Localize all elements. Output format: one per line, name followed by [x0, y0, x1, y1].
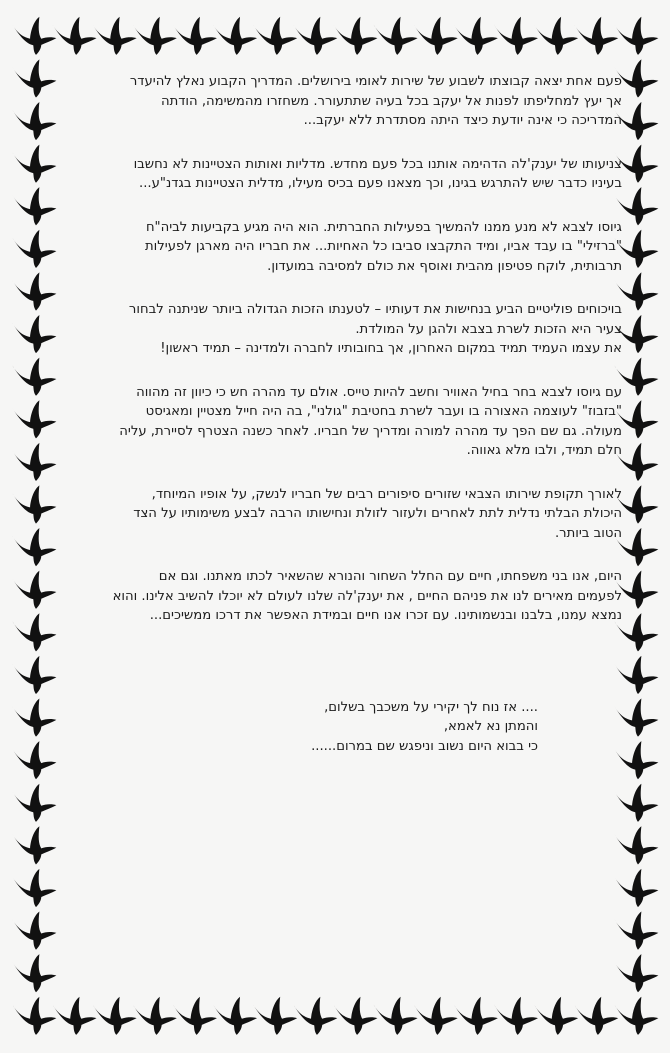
swallow-icon [172, 14, 219, 58]
swallow-icon [212, 994, 259, 1038]
swallow-icon [132, 14, 179, 58]
text-line: "ברזילי" בו עבד אביו, ומיד התקבצו סביבו כל האחיות... את חבריו היה מארגן לפעילות [145, 239, 622, 254]
swallow-icon [493, 14, 540, 58]
text-line: נמצא עמנו, בלבנו ובנשמותינו. עם זכרו אנו חיים ובמידת האפשר את דרכו ממשיכים... [149, 608, 622, 623]
swallow-icon [293, 994, 340, 1038]
swallow-icon [12, 313, 59, 357]
swallow-icon [12, 270, 59, 314]
swallow-icon [12, 441, 59, 485]
swallow-icon [614, 867, 661, 911]
text-line: לאורך תקופת שירותו הצבאי שזורים סיפורים רבים של חבריו לנשק, על אופיו המיוחד, [151, 486, 622, 502]
paragraph [62, 155, 622, 194]
swallow-icon [614, 14, 661, 58]
swallow-icon [413, 994, 460, 1038]
swallow-icon [52, 994, 99, 1038]
swallow-icon [12, 824, 59, 868]
text-line: עם גיוסו לצבא בחר בחיל האוויר וחשב להיות טייס. אולם עד מהרה חש כי כיוון זה מהווה [136, 384, 622, 400]
text-line: חלם תמיד, ולבו מלא גאווה. [466, 443, 622, 458]
swallow-icon [333, 14, 380, 58]
text-line: "בזבוז" לעוצמה האצורה בו ועבר לשרת בחטיבת "גולני", בה היה חייל מצטיין ומאגיסט [145, 404, 622, 419]
swallow-icon [12, 568, 59, 612]
swallow-icon [212, 14, 259, 58]
swallow-icon [614, 994, 661, 1038]
swallow-icon [614, 952, 661, 996]
swallow-icon [12, 696, 59, 740]
text-line: אך יעץ למחליפתו לפנות אל יעקב בכל בעיה שתתעורר. משחזרו מהמשימה, הודתה [160, 93, 622, 109]
swallow-icon [12, 57, 59, 101]
memorial-text [62, 72, 622, 626]
paragraph [62, 218, 622, 277]
text-line: תרבותית, לוקח פטיפון מהבית ואוסף את כולם למסיבה במועדון. [267, 258, 622, 274]
swallow-icon [253, 994, 300, 1038]
swallow-icon [12, 909, 59, 953]
text-line: המדריכה כי אינה יודעת כיצד היתה מסתדרת ללא יעקב... [303, 113, 622, 128]
text-line: צעיר היא הזכות לשרת בצבא ולהגן על המולדת. [355, 321, 622, 337]
swallow-icon [12, 398, 59, 442]
document-body [62, 72, 622, 756]
swallow-icon [12, 483, 59, 527]
swallow-icon [534, 14, 581, 58]
text-line: צניעותו של יענק'לה הדהימה אותנו בכל פעם מחדש. מדליות ואותות הצטיינות לא נחשבו [133, 156, 622, 172]
text-line: היכולת הבלתי נדלית לתת לאחרים ולעזור לזולת ונחישותו הרבה לבצע משימותיו על הצד [133, 506, 622, 521]
text-line: לפעמים מאירים לנו את פניהם החיים , את יענק'לה שלנו לעולם לא יוכלו להשיב אלינו. והוא [112, 588, 622, 604]
swallow-icon [12, 781, 59, 825]
swallow-icon [92, 994, 139, 1038]
poem-line: כי בבוא היום נשוב וניפגש שם במרום...... [311, 738, 538, 754]
paragraph [62, 383, 622, 461]
swallow-icon [12, 739, 59, 783]
swallow-icon [172, 994, 219, 1038]
swallow-icon [453, 14, 500, 58]
swallow-icon [12, 654, 59, 698]
swallow-icon [574, 14, 621, 58]
swallow-icon [614, 781, 661, 825]
swallow-icon [12, 952, 59, 996]
text-line: את עצמו העמיד תמיד במקום האחרון, אך בחובותיו לחברה ולמדינה – תמיד ראשון! [160, 341, 622, 356]
text-line: פעם אחת יצאה קבוצתו לשבוע של שירות לאומי בירושלים. המדריך הקבוע נאלץ להיעדר [129, 74, 622, 89]
text-line: היום, אנו בני משפחתו, חיים עם החלל השחור והנורא שהשאיר לכתו מאתנו. וגם אם [158, 569, 622, 584]
text-line: גיוסו לצבא לא מנע ממנו להמשיך בפעילות החברתית. הוא היה מגיע בקביעות לביה"ח [145, 219, 622, 235]
swallow-icon [333, 994, 380, 1038]
paragraph [62, 300, 622, 359]
paragraph [62, 567, 622, 626]
swallow-icon [12, 142, 59, 186]
swallow-icon [574, 994, 621, 1038]
swallow-icon [132, 994, 179, 1038]
swallow-icon [12, 228, 59, 272]
swallow-icon [12, 14, 59, 58]
swallow-icon [52, 14, 99, 58]
paragraph [62, 72, 622, 131]
poem-line: והמתן נא לאמא, [443, 719, 538, 734]
swallow-icon [493, 994, 540, 1038]
poem-line: .... אז נוח לך יקירי על משכבך בשלום, [324, 699, 538, 715]
swallow-icon [12, 185, 59, 229]
swallow-icon [12, 526, 59, 570]
text-line: הטוב ביותר. [554, 525, 622, 541]
swallow-icon [253, 14, 300, 58]
swallow-icon [12, 355, 59, 399]
text-line: מעולה. גם שם הפך עד מהרה למורה ומדריך של חבריו. לאחר כשנה הצטרף לסיירת, עליה [119, 423, 622, 439]
swallow-icon [92, 14, 139, 58]
swallow-icon [12, 867, 59, 911]
swallow-icon [293, 14, 340, 58]
text-line: בעיניו כדבר שיש להתרגש בגינו, וכך מצאנו פעם בכיס מעילו, מדלית הצטיינות בגדנ"ע... [139, 176, 622, 191]
swallow-icon [614, 909, 661, 953]
swallow-icon [413, 14, 460, 58]
swallow-icon [614, 824, 661, 868]
swallow-icon [534, 994, 581, 1038]
paragraph [62, 485, 622, 544]
swallow-icon [373, 14, 420, 58]
swallow-icon [12, 100, 59, 144]
swallow-icon [373, 994, 420, 1038]
closing-poem [62, 698, 622, 757]
swallow-icon [12, 994, 59, 1038]
text-line: בויכוחים פוליטיים הביע בנחישות את דעותיו – לטענתו הזכות הגדולה ביותר שניתנה לבחור [128, 302, 622, 317]
swallow-icon [12, 611, 59, 655]
swallow-icon [453, 994, 500, 1038]
